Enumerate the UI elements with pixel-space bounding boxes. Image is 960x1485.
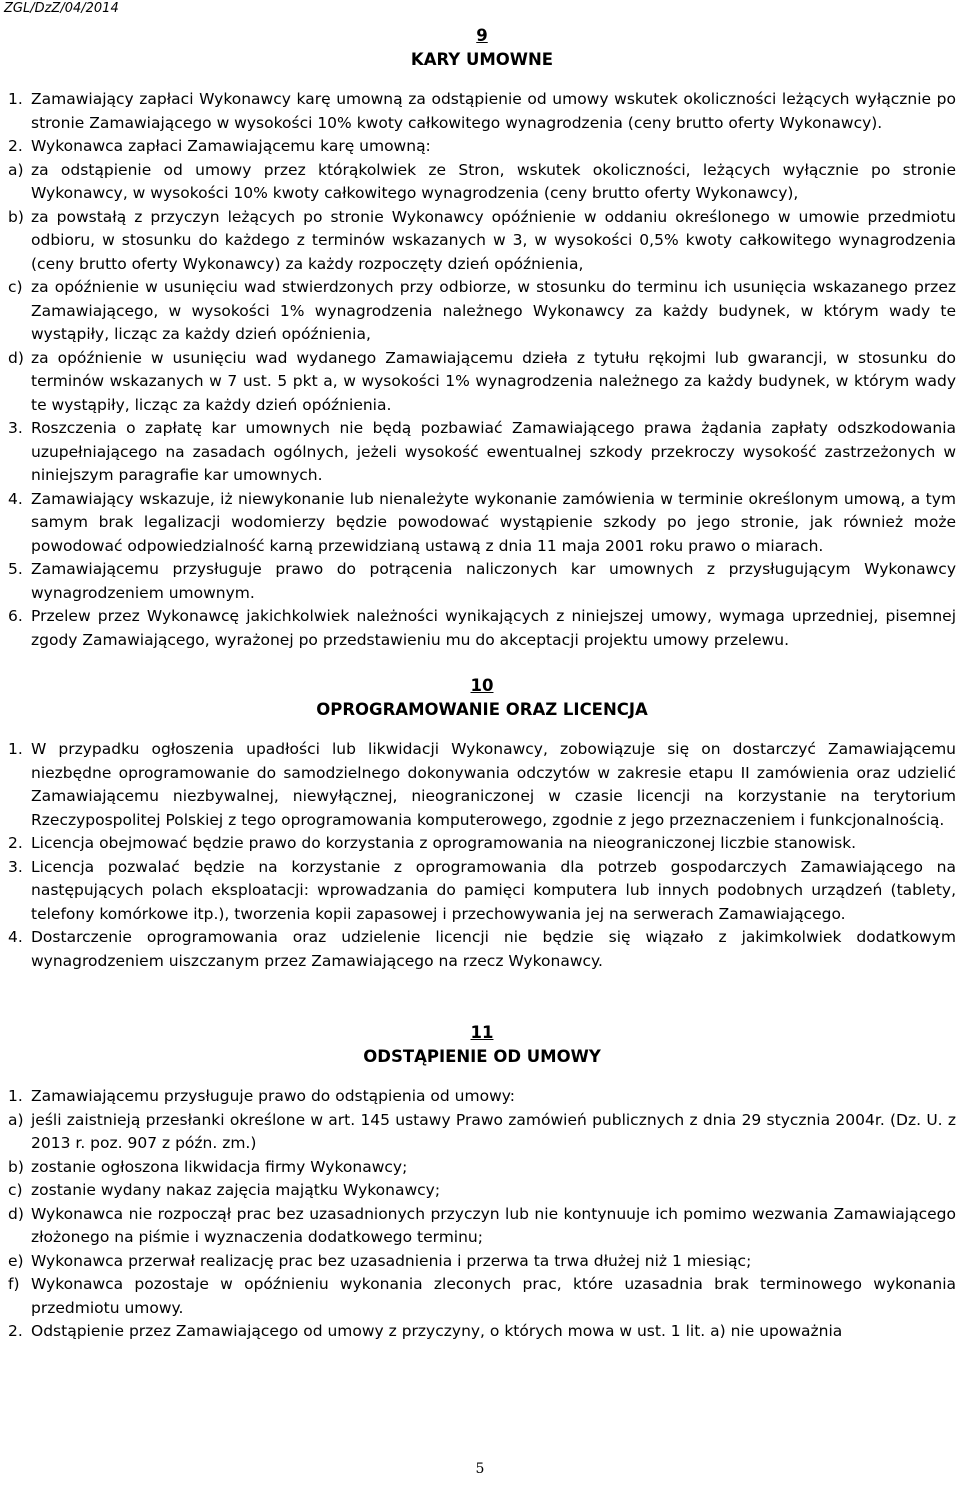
document-body <box>8 24 956 1344</box>
section-11-item-1f: f) Wykonawca pozostaje w opóźnieniu wykonania zleconych prac, które uzasadnia brak terminowego wykonania przedmiotu umowy. <box>8 1275 956 1317</box>
section-9-item-2: 2. Wykonawca zapłaci Zamawiającemu karę umowną: <box>8 137 431 155</box>
section-11-number: 11 <box>470 1023 494 1042</box>
section-9-item-2d: d) za opóźnienie w usunięciu wad wydanego Zamawiającemu dzieła z tytułu rękojmi lub gwarancji, w stosunku do terminów wskazanych w 7 ust. 5 pkt a, w wysokości 1% wynagrodzenia należnego za każdy budynek, w którym wady te wystąpiły, licząc za każdy dzień opóźnienia. <box>8 348 956 414</box>
section-9-item-1: 1. Zamawiający zapłaci Wykonawcy karę umowną za odstąpienie od umowy wskutek okoliczności leżących wyłącznie po stronie Zamawiającego w wysokości 10% kwoty całkowitego wynagrodzenia (ceny brutto oferty Wykonawcy). <box>8 90 956 132</box>
section-9-item-3: 3. Roszczenia o zapłatę kar umownych nie będą pozbawiać Zamawiającego prawa żądania zapłaty odszkodowania uzupełniającego na zasadach ogólnych, jeżeli wysokość ewentualnej szkody przekroczy wysokość zastrzeżonych w niniejszym paragrafie kar umownych. <box>8 419 956 484</box>
section-10-item-3: 3. Licencja pozwalać będzie na korzystanie z oprogramowania dla potrzeb gospodarczych Zamawiającego na następujących polach eksploatacji: wprowadzania do pamięci komputera lub innych podobnych urządzeń (tablety, telefony komórkowe itp.), tworzenia kopii zapasowej i przechowywania jej na serwerach Zamawiającego. <box>8 857 956 923</box>
section-11-title: ODSTĄPIENIE OD UMOWY <box>363 1047 601 1066</box>
section-10-item-2: 2. Licencja obejmować będzie prawo do korzystania z oprogramowania na nieograniczonej liczbie stanowisk. <box>8 834 857 852</box>
section-9-item-2b: b) za powstałą z przyczyn leżących po stronie Wykonawcy opóźnienie w oddaniu określonego w umowie przedmiotu odbioru, w stosunku do każdego z terminów wskazanych w 3, w wysokości 0,5% kwoty całkowitego wynagrodzenia (ceny brutto oferty Wykonawcy) za każdy rozpoczęty dzień opóźnienia, <box>8 207 956 273</box>
section-11-item-1: 1. Zamawiającemu przysługuje prawo do odstąpienia od umowy: <box>8 1087 516 1105</box>
section-11-item-1d: d) Wykonawca nie rozpoczął prac bez uzasadnionych przyczyn lub nie kontynuuje ich pomimo wezwania Zamawiającego złożonego na piśmie i wyznaczenia dodatkowego terminu; <box>8 1204 956 1246</box>
section-10 <box>8 674 956 973</box>
section-9-item-5: 5. Zamawiającemu przysługuje prawo do potrącenia naliczonych kar umownych z przysługującym Wykonawcy wynagrodzeniem umownym. <box>8 560 956 602</box>
section-11-item-1e: e) Wykonawca przerwał realizację prac bez uzasadnienia i przerwa ta trwa dłużej niż 1 miesiąc; <box>8 1251 752 1270</box>
section-9-title: KARY UMOWNE <box>410 50 554 69</box>
section-9-item-2c: c) za opóźnienie w usunięciu wad stwierdzonych przy odbiorze, w stosunku do terminu ich usunięcia wskazanego przez Zamawiającego, w wysokości 1% wynagrodzenia należnego Wykonawcy za każdy budynek, w którym wady te wystąpiły, licząc za każdy dzień opóźnienia, <box>8 278 956 343</box>
section-10-number: 10 <box>470 676 494 695</box>
document-code: ZGL/DzZ/04/2014 <box>4 1 119 16</box>
section-9-item-2a: a) za odstąpienie od umowy przez którąkolwiek ze Stron, wskutek okoliczności, leżących wyłącznie po stronie Wykonawcy, w wysokości 10% kwoty całkowitego wynagrodzenia (ceny brutto oferty Wykonawcy), <box>8 160 956 202</box>
section-9-item-4: 4. Zamawiający wskazuje, iż niewykonanie lub nienależyte wykonanie zamówienia w terminie określonym umową, a tym samym brak legalizacji wodomierzy będzie powodować wystąpienie szkody po jego stronie, jak również może powodować odpowiedzialność karną przewidzianą ustawą z dnia 11 maja 2001 roku prawo o miarach. <box>8 489 956 555</box>
section-9-item-6: 6. Przelew przez Wykonawcę jakichkolwiek należności wynikających z niniejszej umowy, wymaga uprzedniej, pisemnej zgody Zamawiającego, wyrażonej po przedstawieniu mu do akceptacji projektu umowy przelewu. <box>8 607 956 649</box>
section-9 <box>8 24 956 652</box>
section-10-item-1: 1. W przypadku ogłoszenia upadłości lub likwidacji Wykonawcy, zobowiązuje się on dostarczyć Zamawiającemu niezbędne oprogramowanie do samodzielnego dokonywania odczytów w zakresie etapu II zamówienia oraz udzielić Zamawiającemu niezbywalnej, niewyłącznej, nieograniczonej w czasie licencji na korzystanie na terytorium Rzeczypospolitej Polskiej z tego oprogramowania komputerowego, zgodnie z jego przeznaczeniem i funkcjonalnością. <box>8 740 956 829</box>
section-10-item-4: 4. Dostarczenie oprogramowania oraz udzielenie licencji nie będzie się wiązało z jakimkolwiek dodatkowym wynagrodzeniem uiszczanym przez Zamawiającego na rzecz Wykonawcy. <box>8 928 956 970</box>
section-11 <box>8 1021 956 1344</box>
section-10-title: OPROGRAMOWANIE ORAZ LICENCJA <box>316 700 648 719</box>
page-number: 5 <box>475 1461 485 1477</box>
section-11-item-1c: c) zostanie wydany nakaz zajęcia majątku Wykonawcy; <box>8 1181 441 1199</box>
section-9-number: 9 <box>476 26 488 45</box>
section-11-item-1a: a) jeśli zaistnieją przesłanki określone w art. 145 ustawy Prawo zamówień publicznych z dnia 29 stycznia 2004r. (Dz. U. z 2013 r. poz. 907 z późn. zm.) <box>8 1110 956 1152</box>
section-11-item-2: 2. Odstąpienie przez Zamawiającego od umowy z przyczyny, o których mowa w ust. 1 lit. a) nie upoważnia <box>8 1322 843 1340</box>
section-11-item-1b: b) zostanie ogłoszona likwidacja firmy Wykonawcy; <box>8 1157 408 1176</box>
